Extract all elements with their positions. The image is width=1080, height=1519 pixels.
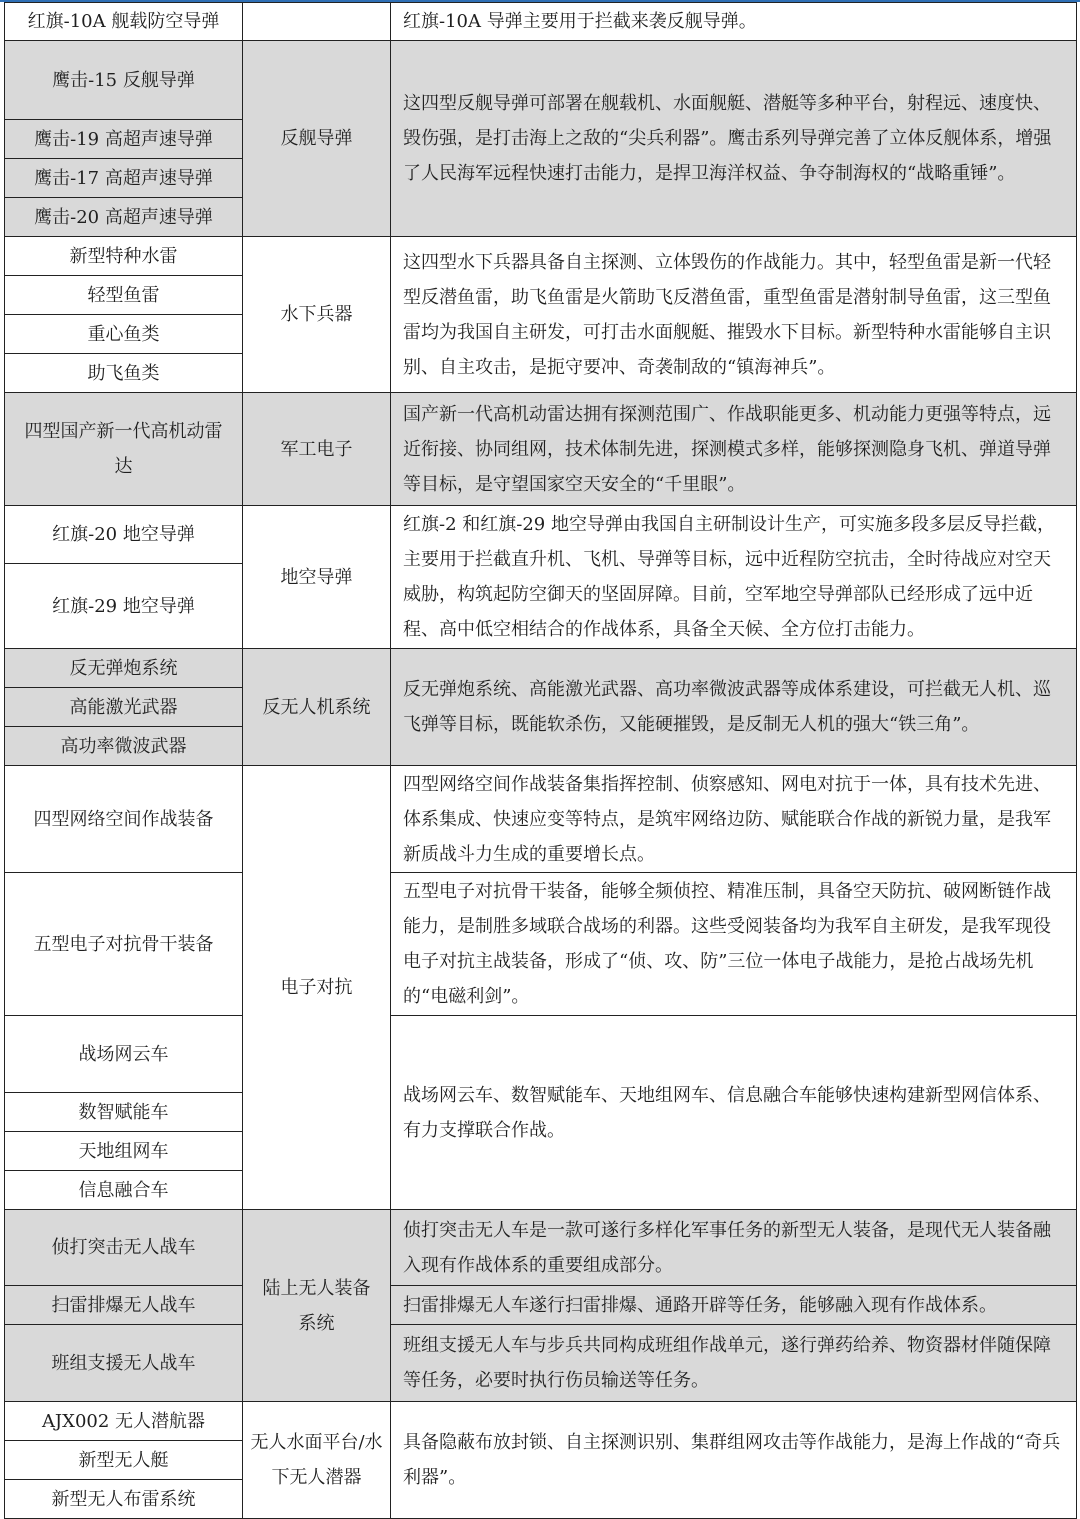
cell-support-ugv: 班组支援无人战车 [5, 1325, 243, 1402]
cell-mine: 新型特种水雷 [5, 237, 243, 276]
cell-yj15: 鹰击-15 反舰导弹 [5, 41, 243, 120]
cell-hq10a-category [243, 3, 391, 41]
cell-hq10a: 红旗-10A 舰载防空导弹 [5, 3, 243, 41]
cell-hq20: 红旗-20 地空导弹 [5, 506, 243, 564]
cell-ew: 五型电子对抗骨干装备 [5, 873, 243, 1016]
cell-demine-ugv: 扫雷排爆无人战车 [5, 1286, 243, 1325]
cell-cyber: 四型网络空间作战装备 [5, 766, 243, 873]
cell-yj19: 鹰击-19 高超声速导弹 [5, 120, 243, 159]
cell-microwave: 高功率微波武器 [5, 727, 243, 766]
cell-yj20: 鹰击-20 高超声速导弹 [5, 198, 243, 237]
cell-light-torpedo: 轻型鱼雷 [5, 276, 243, 315]
cell-recon-ugv-desc: 侦打突击无人车是一款可遂行多样化军事任务的新型无人装备，是现代无人装备融入现有作战体系的重要组成部分。 [391, 1210, 1077, 1286]
equipment-table [4, 2, 1077, 1519]
cell-hq29: 红旗-29 地空导弹 [5, 564, 243, 649]
cell-underwater-category: 水下兵器 [243, 237, 391, 393]
cell-hq10a-desc: 红旗-10A 导弹主要用于拦截来袭反舰导弹。 [391, 3, 1077, 41]
cell-sam-category: 地空导弹 [243, 506, 391, 649]
cell-underwater-desc: 这四型水下兵器具备自主探测、立体毁伤的作战能力。其中，轻型鱼雷是新一代轻型反潜鱼雷，助飞鱼雷是火箭助飞反潜鱼雷，重型鱼雷是潜射制导鱼雷，这三型鱼雷均为我国自主研发，可打击水面舰艇、摧毁水下目标。新型特种水雷能够自主识别、自主攻击，是扼守要冲、奇袭制敌的“镇海神兵”。 [391, 237, 1077, 393]
cell-usv: 新型无人艇 [5, 1441, 243, 1480]
cell-cyber-desc: 四型网络空间作战装备集指挥控制、侦察感知、网电对抗于一体，具有技术先进、体系集成、快速应变等特点，是筑牢网络边防、赋能联合作战的新锐力量，是我军新质战斗力生成的重要增长点。 [391, 766, 1077, 873]
cell-ajx002: AJX002 无人潜航器 [5, 1402, 243, 1441]
cell-ugv-category: 陆上无人装备系统 [243, 1210, 391, 1402]
cell-anti-ship-desc: 这四型反舰导弹可部署在舰载机、水面舰艇、潜艇等多种平台，射程远、速度快、毁伤强，是打击海上之敌的“尖兵利器”。鹰击系列导弹完善了立体反舰体系，增强了人民海军远程快速打击能力，是捍卫海洋权益、争夺制海权的“战略重锤”。 [391, 41, 1077, 237]
cell-recon-ugv: 侦打突击无人战车 [5, 1210, 243, 1286]
cell-radar-desc: 国产新一代高机动雷达拥有探测范围广、作战职能更多、机动能力更强等特点，远近衔接、协同组网，技术体制先进，探测模式多样，能够探测隐身飞机、弹道导弹等目标，是守望国家空天安全的“千里眼”。 [391, 393, 1077, 506]
cell-yj17: 鹰击-17 高超声速导弹 [5, 159, 243, 198]
cell-support-ugv-desc: 班组支援无人车与步兵共同构成班组作战单元，遂行弹药给养、物资器材伴随保障等任务，必要时执行伤员输送等任务。 [391, 1325, 1077, 1402]
cell-unmanned-sea-desc: 具备隐蔽布放封锁、自主探测识别、集群组网攻击等作战能力，是海上作战的“奇兵利器”。 [391, 1402, 1077, 1519]
cell-space-net: 天地组网车 [5, 1132, 243, 1171]
cell-sam-desc: 红旗-2 和红旗-29 地空导弹由我国自主研制设计生产，可实施多段多层反导拦截，主要用于拦截直升机、飞机、导弹等目标，远中近程防空抗击，全时待战应对空天威胁，构筑起防空御天的坚固屏障。目前，空军地空导弹部队已经形成了远中近程、高中低空相结合的作战体系，具备全天候、全方位打击能力。 [391, 506, 1077, 649]
cell-rocket-torpedo: 助飞鱼类 [5, 354, 243, 393]
cell-digital: 数智赋能车 [5, 1093, 243, 1132]
cell-anti-uav-category: 反无人机系统 [243, 649, 391, 766]
cell-net-cloud: 战场网云车 [5, 1016, 243, 1093]
cell-mine-layer: 新型无人布雷系统 [5, 1480, 243, 1519]
cell-heavy-torpedo: 重心鱼类 [5, 315, 243, 354]
cell-demine-ugv-desc: 扫雷排爆无人车遂行扫雷排爆、通路开辟等任务，能够融入现有作战体系。 [391, 1286, 1077, 1325]
cell-unmanned-sea-category: 无人水面平台/水下无人潜器 [243, 1402, 391, 1519]
cell-anti-uav-gun: 反无弹炮系统 [5, 649, 243, 688]
cell-vehicles-desc: 战场网云车、数智赋能车、天地组网车、信息融合车能够快速构建新型网信体系、有力支撑联合作战。 [391, 1016, 1077, 1210]
cell-anti-uav-desc: 反无弹炮系统、高能激光武器、高功率微波武器等成体系建设，可拦截无人机、巡飞弹等目标，既能软杀伤，又能硬摧毁，是反制无人机的强大“铁三角”。 [391, 649, 1077, 766]
cell-anti-ship-category: 反舰导弹 [243, 41, 391, 237]
cell-radar-category: 军工电子 [243, 393, 391, 506]
cell-ew-desc: 五型电子对抗骨干装备，能够全频侦控、精准压制，具备空天防抗、破网断链作战能力，是制胜多域联合战场的利器。这些受阅装备均为我军自主研发，是我军现役电子对抗主战装备，形成了“侦、攻、防”三位一体电子战能力，是抢占战场先机的“电磁利剑”。 [391, 873, 1077, 1016]
cell-laser: 高能激光武器 [5, 688, 243, 727]
cell-radar: 四型国产新一代高机动雷达 [5, 393, 243, 506]
cell-ew-category: 电子对抗 [243, 766, 391, 1210]
cell-info-fusion: 信息融合车 [5, 1171, 243, 1210]
